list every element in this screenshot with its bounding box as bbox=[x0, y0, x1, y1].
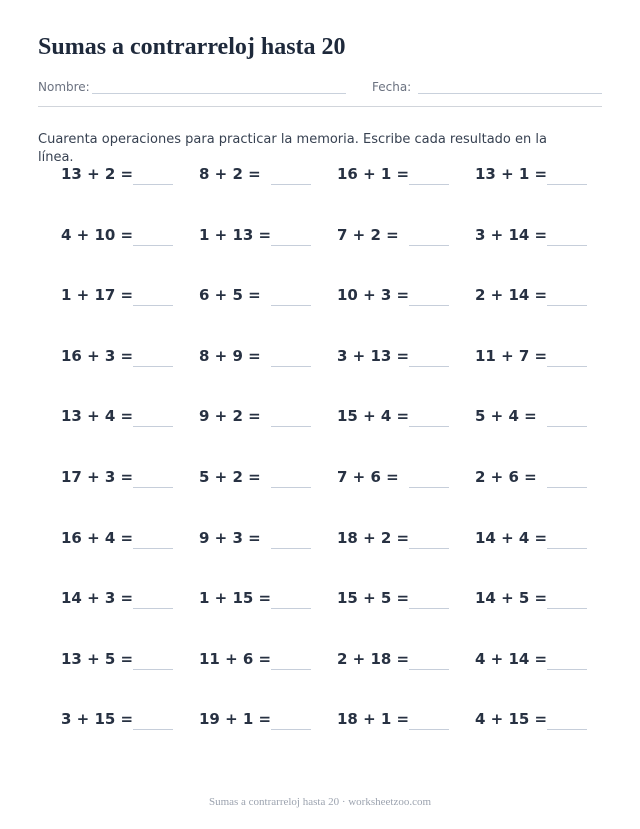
problem-item bbox=[61, 468, 199, 492]
problem-expression: 7 + 2 = bbox=[337, 226, 399, 244]
answer-line[interactable] bbox=[547, 366, 587, 367]
instructions: Cuarenta operaciones para practicar la memoria. Escribe cada resultado en la línea. bbox=[38, 132, 547, 165]
answer-line[interactable] bbox=[409, 487, 449, 488]
problem-expression: 13 + 2 = bbox=[61, 165, 134, 183]
answer-line[interactable] bbox=[271, 184, 311, 185]
problem-expression: 7 + 6 = bbox=[337, 468, 399, 486]
problem-item bbox=[61, 165, 199, 189]
problem-item bbox=[337, 407, 475, 431]
answer-line[interactable] bbox=[271, 366, 311, 367]
problem-item bbox=[199, 589, 337, 613]
problem-item bbox=[337, 529, 475, 553]
problem-item bbox=[475, 347, 613, 371]
problem-expression: 9 + 2 = bbox=[199, 407, 261, 425]
answer-line[interactable] bbox=[271, 669, 311, 670]
answer-line[interactable] bbox=[133, 245, 173, 246]
footer: Sumas a contrarreloj hasta 20 · worksheetzoo.com bbox=[208, 796, 432, 808]
problem-expression: 10 + 3 = bbox=[337, 286, 410, 304]
answer-line[interactable] bbox=[547, 608, 587, 609]
problem-expression: 15 + 4 = bbox=[337, 407, 410, 425]
answer-line[interactable] bbox=[547, 305, 587, 306]
problem-item bbox=[337, 468, 475, 492]
problem-item bbox=[61, 347, 199, 371]
problem-expression: 19 + 1 = bbox=[199, 710, 272, 728]
answer-line[interactable] bbox=[547, 669, 587, 670]
problem-expression: 4 + 14 = bbox=[475, 650, 548, 668]
problem-item bbox=[475, 589, 613, 613]
answer-line[interactable] bbox=[409, 245, 449, 246]
answer-line[interactable] bbox=[271, 548, 311, 549]
problem-item bbox=[475, 650, 613, 674]
problem-item bbox=[61, 650, 199, 674]
problem-item bbox=[199, 529, 337, 553]
answer-line[interactable] bbox=[133, 548, 173, 549]
answer-line[interactable] bbox=[133, 305, 173, 306]
problem-item bbox=[337, 589, 475, 613]
answer-line[interactable] bbox=[133, 487, 173, 488]
problem-item bbox=[475, 165, 613, 189]
problem-expression: 6 + 5 = bbox=[199, 286, 261, 304]
problem-expression: 13 + 4 = bbox=[61, 407, 134, 425]
problem-item bbox=[337, 226, 475, 250]
answer-line[interactable] bbox=[409, 548, 449, 549]
problem-expression: 3 + 13 = bbox=[337, 347, 410, 365]
problem-expression: 13 + 5 = bbox=[61, 650, 134, 668]
problem-item bbox=[475, 286, 613, 310]
problem-expression: 3 + 15 = bbox=[61, 710, 134, 728]
problem-expression: 18 + 2 = bbox=[337, 529, 410, 547]
answer-line[interactable] bbox=[409, 426, 449, 427]
worksheet-title: Sumas a contrarreloj hasta 20 bbox=[38, 34, 346, 60]
answer-line[interactable] bbox=[547, 426, 587, 427]
answer-line[interactable] bbox=[133, 608, 173, 609]
problem-item bbox=[475, 226, 613, 250]
answer-line[interactable] bbox=[271, 487, 311, 488]
problem-item bbox=[199, 407, 337, 431]
answer-line[interactable] bbox=[547, 548, 587, 549]
answer-line[interactable] bbox=[133, 729, 173, 730]
name-label: Nombre: bbox=[38, 80, 90, 94]
problem-expression: 4 + 15 = bbox=[475, 710, 548, 728]
answer-line[interactable] bbox=[271, 729, 311, 730]
problem-expression: 11 + 6 = bbox=[199, 650, 272, 668]
problem-item bbox=[199, 468, 337, 492]
answer-line[interactable] bbox=[409, 184, 449, 185]
problem-item bbox=[61, 589, 199, 613]
problem-expression: 18 + 1 = bbox=[337, 710, 410, 728]
problem-expression: 14 + 3 = bbox=[61, 589, 134, 607]
answer-line[interactable] bbox=[271, 608, 311, 609]
problem-expression: 13 + 1 = bbox=[475, 165, 548, 183]
problem-item bbox=[61, 286, 199, 310]
problem-expression: 14 + 4 = bbox=[475, 529, 548, 547]
problem-item bbox=[199, 286, 337, 310]
problem-item bbox=[475, 710, 613, 734]
problem-item bbox=[61, 407, 199, 431]
problem-item bbox=[475, 529, 613, 553]
problem-expression: 3 + 14 = bbox=[475, 226, 548, 244]
date-label: Fecha: bbox=[372, 80, 412, 94]
problem-item bbox=[337, 650, 475, 674]
problem-expression: 8 + 2 = bbox=[199, 165, 261, 183]
answer-line[interactable] bbox=[271, 426, 311, 427]
problem-expression: 5 + 2 = bbox=[199, 468, 261, 486]
problem-item bbox=[337, 710, 475, 734]
problem-expression: 4 + 10 = bbox=[61, 226, 134, 244]
problem-item bbox=[475, 407, 613, 431]
answer-line[interactable] bbox=[409, 366, 449, 367]
problem-item bbox=[61, 529, 199, 553]
problem-item bbox=[475, 468, 613, 492]
problem-expression: 16 + 4 = bbox=[61, 529, 134, 547]
answer-line[interactable] bbox=[271, 245, 311, 246]
problem-expression: 1 + 13 = bbox=[199, 226, 272, 244]
problem-item bbox=[199, 165, 337, 189]
answer-line[interactable] bbox=[133, 366, 173, 367]
problem-expression: 8 + 9 = bbox=[199, 347, 261, 365]
problem-expression: 1 + 17 = bbox=[61, 286, 134, 304]
problem-expression: 16 + 1 = bbox=[337, 165, 410, 183]
answer-line[interactable] bbox=[409, 729, 449, 730]
problem-expression: 15 + 5 = bbox=[337, 589, 410, 607]
answer-line[interactable] bbox=[409, 669, 449, 670]
problem-item bbox=[199, 226, 337, 250]
answer-line[interactable] bbox=[409, 305, 449, 306]
answer-line[interactable] bbox=[133, 184, 173, 185]
answer-line[interactable] bbox=[547, 245, 587, 246]
problem-item bbox=[61, 226, 199, 250]
problem-expression: 16 + 3 = bbox=[61, 347, 134, 365]
problem-expression: 5 + 4 = bbox=[475, 407, 537, 425]
problem-item bbox=[337, 165, 475, 189]
problem-expression: 17 + 3 = bbox=[61, 468, 134, 486]
problem-expression: 1 + 15 = bbox=[199, 589, 272, 607]
answer-line[interactable] bbox=[547, 487, 587, 488]
problem-expression: 2 + 6 = bbox=[475, 468, 537, 486]
problem-item bbox=[337, 286, 475, 310]
answer-line[interactable] bbox=[409, 608, 449, 609]
answer-line[interactable] bbox=[547, 184, 587, 185]
problem-item bbox=[199, 347, 337, 371]
answer-line[interactable] bbox=[133, 426, 173, 427]
problem-expression: 9 + 3 = bbox=[199, 529, 261, 547]
answer-line[interactable] bbox=[547, 729, 587, 730]
problem-expression: 2 + 18 = bbox=[337, 650, 410, 668]
problem-item bbox=[199, 710, 337, 734]
answer-line[interactable] bbox=[271, 305, 311, 306]
problem-item bbox=[337, 347, 475, 371]
problem-item bbox=[61, 710, 199, 734]
answer-line[interactable] bbox=[133, 669, 173, 670]
problem-expression: 11 + 7 = bbox=[475, 347, 548, 365]
problem-expression: 14 + 5 = bbox=[475, 589, 548, 607]
problem-item bbox=[199, 650, 337, 674]
problem-expression: 2 + 14 = bbox=[475, 286, 548, 304]
